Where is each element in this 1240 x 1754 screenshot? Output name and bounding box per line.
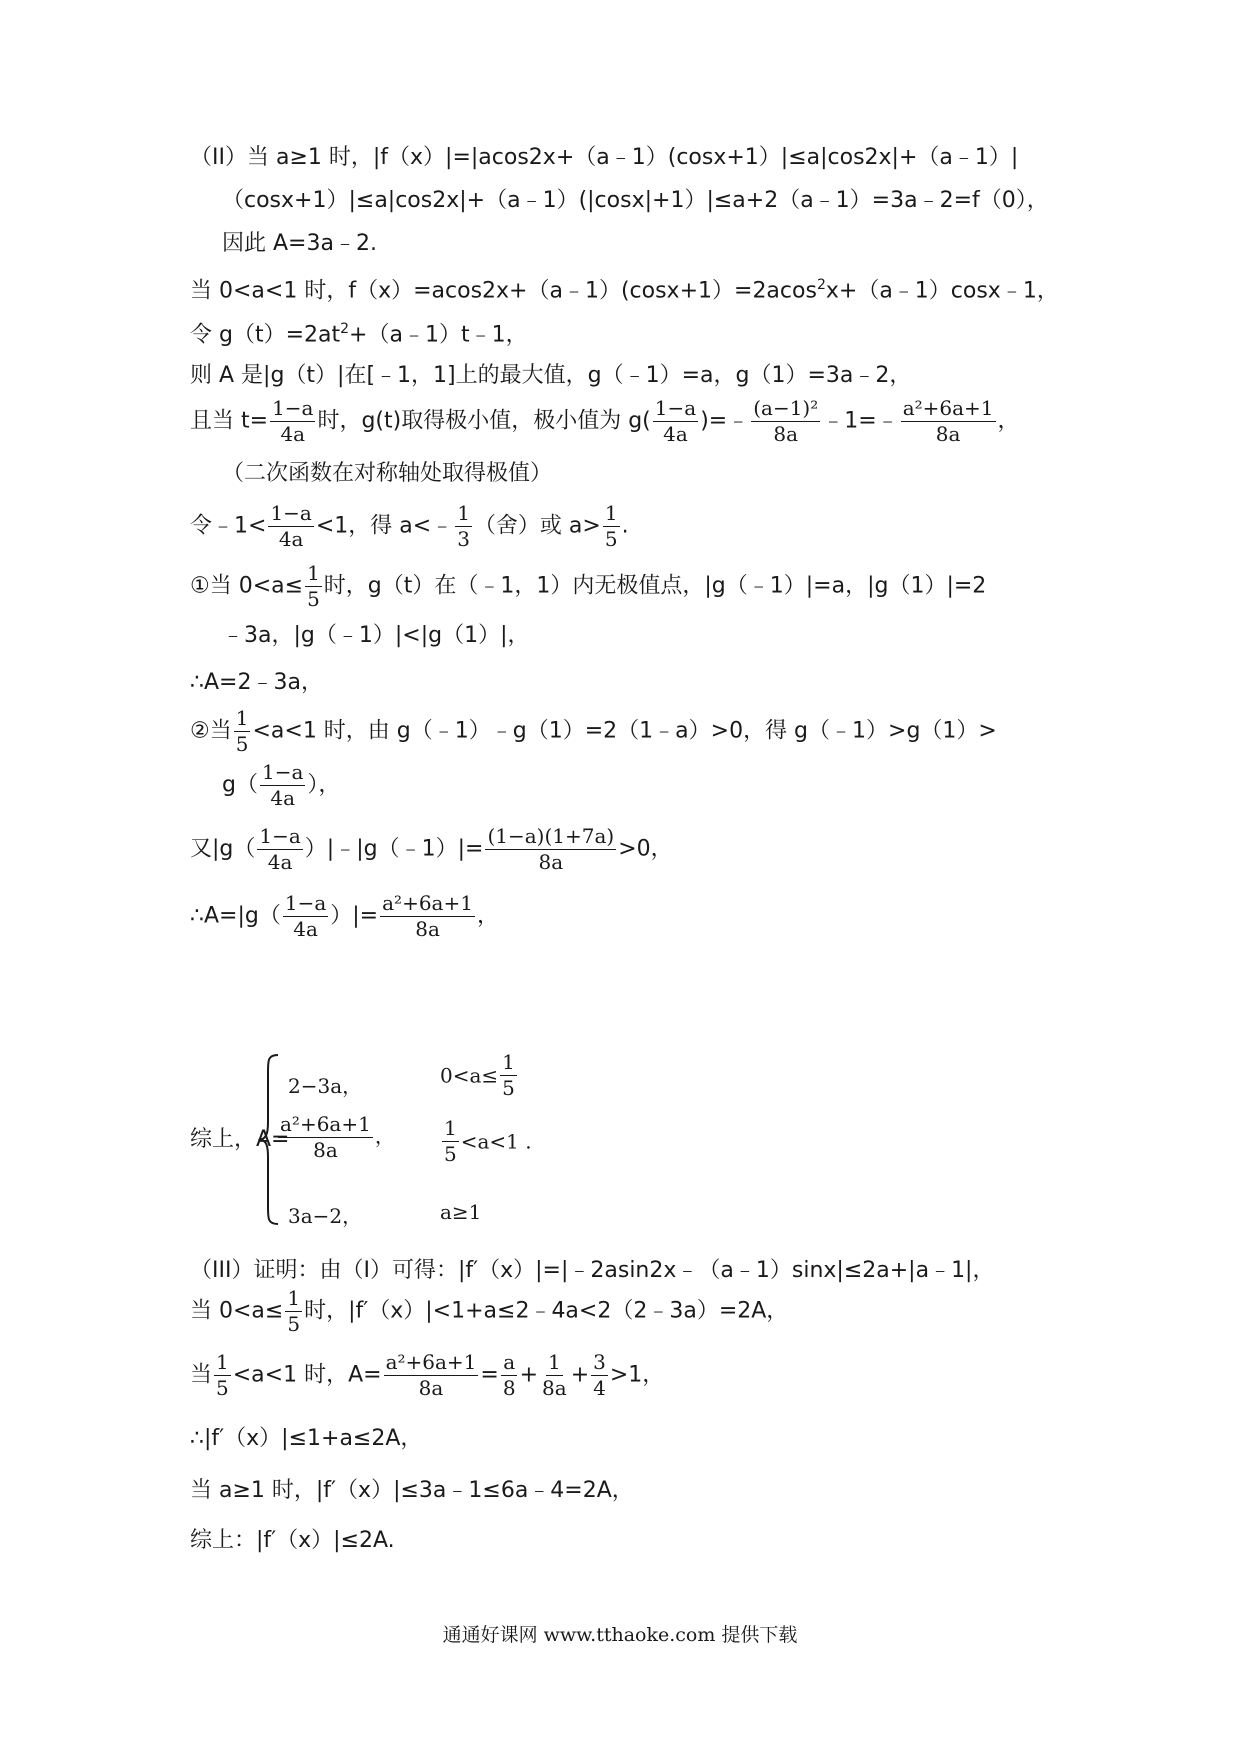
denominator: 4a xyxy=(270,786,295,810)
numerator: 1−a xyxy=(284,891,327,915)
case-1-condition xyxy=(440,1052,519,1099)
numerator: (a−1)² xyxy=(753,396,819,420)
denominator: 8a xyxy=(935,422,961,446)
denominator: 5 xyxy=(287,1312,301,1336)
denominator: 8a xyxy=(418,1376,444,1400)
denominator: 8a xyxy=(773,422,799,446)
fraction xyxy=(384,1352,479,1399)
numerator: 1−a xyxy=(654,396,697,420)
superscript: 2 xyxy=(816,277,826,293)
numerator: a²+6a+1 xyxy=(382,891,473,915)
denominator: 4a xyxy=(293,917,318,941)
numerator: 1 xyxy=(287,1286,301,1310)
denominator: 5 xyxy=(216,1376,229,1400)
text-line-23: 综上：|f′（x）|≤2A. xyxy=(190,1528,395,1553)
denominator: 4a xyxy=(663,422,688,446)
numerator: 1 xyxy=(502,1050,515,1074)
fraction xyxy=(485,826,616,873)
text-seg: ）|= xyxy=(330,903,379,929)
text-seg: ﹣1=﹣ xyxy=(822,408,899,434)
numerator: a²+6a+1 xyxy=(902,396,994,420)
text-line-6: 则 A 是|g（t）|在[﹣1，1]上的最大值，g（﹣1）=a，g（1）=3a﹣2， xyxy=(190,363,912,388)
fraction xyxy=(260,762,305,809)
text-line-15 xyxy=(190,826,673,873)
superscript: 2 xyxy=(340,321,350,337)
fraction xyxy=(380,893,475,940)
fraction xyxy=(455,503,472,550)
numerator: 1−a xyxy=(270,501,312,525)
numerator: 1−a xyxy=(261,760,304,784)
footer-credit: 通通好课网 www.tthaoke.com 提供下载 xyxy=(442,1624,798,1646)
text-seg: ②当 xyxy=(190,718,232,744)
text-line-9 xyxy=(190,503,629,550)
text-line-22: 当 a≥1 时，|f′（x）|≤3a﹣1≤6a﹣4=2A， xyxy=(190,1478,634,1503)
fraction xyxy=(283,893,328,940)
denominator: 4 xyxy=(593,1376,606,1400)
text-seg: ）|﹣|g（﹣1）|= xyxy=(304,836,484,862)
numerator: 1 xyxy=(307,561,320,585)
case-3-condition: a≥1 xyxy=(440,1200,482,1224)
numerator: a xyxy=(503,1350,516,1374)
denominator: 4a xyxy=(278,527,304,551)
fraction xyxy=(501,1352,518,1399)
numerator: 1−a xyxy=(259,824,301,848)
fraction xyxy=(278,1114,373,1161)
fraction xyxy=(285,1288,302,1335)
text-seg: + xyxy=(570,1362,590,1388)
text-seg: 当 xyxy=(190,1362,213,1388)
text-seg: >1， xyxy=(609,1362,665,1388)
denominator: 8a xyxy=(542,1376,567,1400)
numerator: 1 xyxy=(235,706,249,730)
text-line-1: （II）当 a≥1 时，|f（x）|=|acos2x+（a﹣1）(cosx+1）|≤a|cos2x|+（a﹣1）| xyxy=(190,145,1019,170)
text-seg: <1，得 a<﹣ xyxy=(315,513,454,539)
denominator: 5 xyxy=(502,1076,515,1100)
numerator: 1 xyxy=(547,1350,561,1374)
text-seg: 当 0<a<1 时，f（x）=acos2x+（a﹣1）(cosx+1）=2acos xyxy=(190,278,817,304)
text-seg: <a<1 时，A= xyxy=(232,1362,382,1388)
numerator: (1−a)(1+7a) xyxy=(487,824,615,848)
text-line-3: 因此 A=3a﹣2. xyxy=(222,231,377,256)
denominator: 5 xyxy=(604,527,618,551)
text-seg: 时，g(t)取得极小值，极小值为 g( xyxy=(317,408,651,434)
text-seg: + xyxy=(519,1362,539,1388)
text-line-19 xyxy=(190,1288,788,1335)
fraction xyxy=(540,1352,569,1399)
fraction xyxy=(270,398,315,445)
denominator: 4a xyxy=(267,850,293,874)
numerator: a²+6a+1 xyxy=(385,1350,477,1374)
fraction xyxy=(234,708,251,755)
text-line-12: ∴A=2﹣3a， xyxy=(190,670,323,695)
text-seg: = xyxy=(480,1362,499,1388)
text-seg: +（a﹣1）t﹣1， xyxy=(349,322,528,348)
text-seg: ①当 0<a≤ xyxy=(190,573,304,599)
denominator: 5 xyxy=(307,587,320,611)
text-seg: >0， xyxy=(618,836,673,862)
text-seg: 令﹣1< xyxy=(190,513,267,539)
text-line-5 xyxy=(190,322,528,346)
text-seg: 时，|f′（x）|<1+a≤2﹣4a<2（2﹣3a）=2A， xyxy=(304,1298,789,1324)
denominator: 8 xyxy=(502,1376,516,1400)
case-1-expression: 2−3a， xyxy=(288,1074,363,1098)
text-line-2: （cosx+1）|≤a|cos2x|+（a﹣1）(|cosx|+1）|≤a+2（a﹣1）=3a﹣2=f（0）， xyxy=(222,188,1049,213)
case-2-expression: $\frac{\text{a²+6a+1}}{8a}$ ， xyxy=(280,1112,395,1162)
text-line-18: （III）证明：由（I）可得：|f′（x）|=|﹣2asin2x﹣（a﹣1）sinx|≤2a+|a﹣1|， xyxy=(190,1258,995,1283)
text-seg: ， xyxy=(476,903,499,929)
fraction xyxy=(214,1352,231,1399)
fraction xyxy=(268,503,313,550)
piecewise-label: 综上，A= xyxy=(190,1127,290,1152)
text-seg: （舍）或 a> xyxy=(473,513,601,539)
fraction xyxy=(442,1118,459,1165)
text-seg: ）， xyxy=(307,772,341,798)
fraction xyxy=(500,1052,517,1099)
numerator: 1 xyxy=(457,501,470,525)
text-line-16 xyxy=(190,893,499,940)
numerator: 1 xyxy=(444,1116,457,1140)
text-line-7 xyxy=(190,398,1020,445)
numerator: 1−a xyxy=(272,396,314,420)
denominator: 8a xyxy=(313,1138,338,1162)
text-line-4 xyxy=(190,278,1059,302)
text-seg: <a<1 时，由 g（﹣1）﹣g（1）=2（1﹣a）>0，得 g（﹣1）>g（1）> xyxy=(252,718,997,744)
case-2-condition xyxy=(440,1118,532,1165)
text-seg: 当 0<a≤ xyxy=(190,1298,284,1324)
denominator: 5 xyxy=(444,1142,457,1166)
text-seg: g（ xyxy=(222,772,258,798)
text-seg: 时，g（t）在（﹣1，1）内无极值点，|g（﹣1）|=a，|g（1）|=2 xyxy=(323,573,987,599)
text-line-10 xyxy=(190,563,986,610)
fraction xyxy=(603,503,620,550)
denominator: 5 xyxy=(235,732,249,756)
fraction xyxy=(305,563,322,610)
text-seg: 令 g（t）=2at xyxy=(190,322,341,348)
fraction xyxy=(257,826,302,873)
text-line-8: （二次函数在对称轴处取得极值） xyxy=(222,461,553,486)
text-seg: 0<a≤ xyxy=(440,1063,499,1088)
fraction xyxy=(751,398,820,445)
denominator: 4a xyxy=(280,422,306,446)
denominator: 3 xyxy=(457,527,470,551)
fraction xyxy=(653,398,698,445)
text-seg: . xyxy=(621,513,629,539)
fraction xyxy=(591,1352,608,1399)
text-line-14 xyxy=(222,762,340,809)
text-seg: x+（a﹣1）cosx﹣1， xyxy=(825,278,1059,304)
fraction xyxy=(901,398,996,445)
text-line-21: ∴|f′（x）|≤1+a≤2A， xyxy=(190,1426,423,1451)
numerator: 1 xyxy=(604,501,618,525)
text-seg: )=﹣ xyxy=(700,408,750,434)
text-seg: ∴A=|g（ xyxy=(190,903,281,929)
text-line-13 xyxy=(190,708,997,755)
case-3-expression: 3a−2， xyxy=(288,1204,363,1228)
numerator: 1 xyxy=(216,1350,229,1374)
denominator: 8a xyxy=(415,917,440,941)
text-seg: ， xyxy=(997,408,1020,434)
text-seg: 且当 t= xyxy=(190,408,269,434)
text-seg: 又|g（ xyxy=(190,836,256,862)
denominator: 8a xyxy=(538,850,564,874)
numerator: a²+6a+1 xyxy=(280,1112,371,1136)
text-seg: <a<1 . xyxy=(460,1129,532,1154)
text-line-20 xyxy=(190,1352,664,1399)
numerator: 3 xyxy=(593,1350,606,1374)
text-line-11: ﹣3a，|g（﹣1）|<|g（1）|， xyxy=(222,623,530,648)
